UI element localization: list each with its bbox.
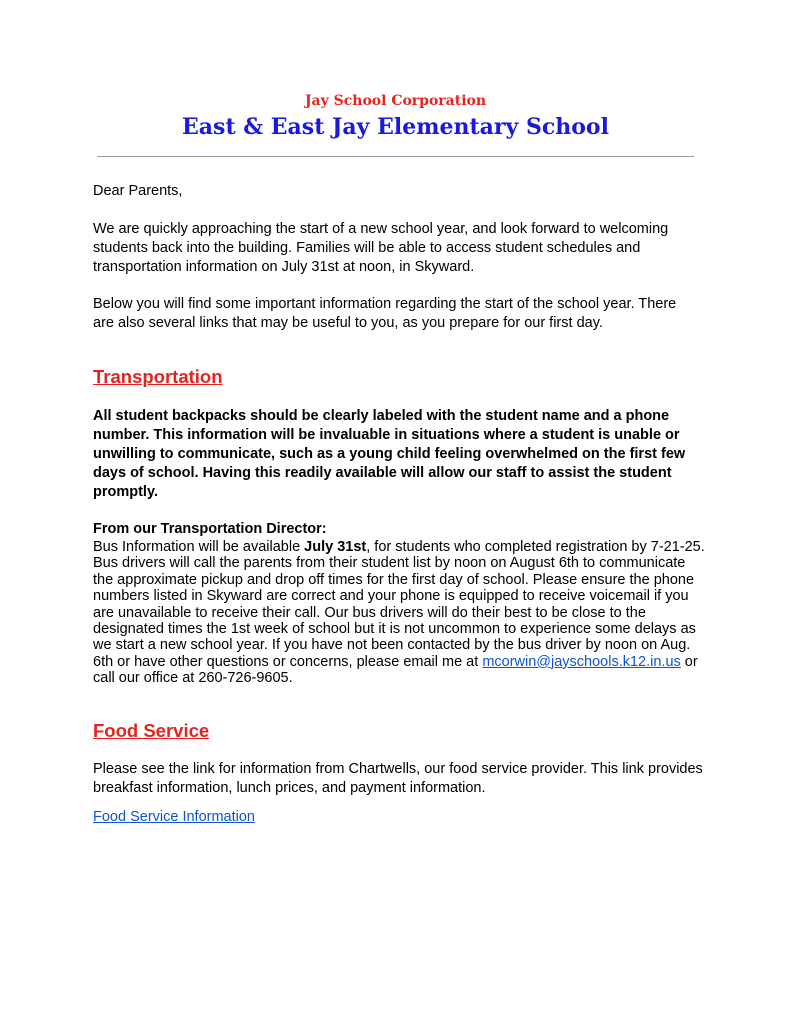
bus-line-9: call our office at 260-726-9605. (93, 670, 293, 687)
bus-line-2: Bus drivers will call the parents from their student list by noon on August 6th to communicate (93, 555, 686, 572)
bus-line-3: the approximate pickup and drop off times for the first day of school. Please ensure the phone (93, 571, 695, 588)
bus-line-1 (93, 539, 713, 555)
food-service-paragraph: Please see the link for information from Chartwells, our food service provider. This link provides breakfast information, lunch prices, and payment information. (93, 761, 703, 796)
transportation-heading: Transportation (93, 366, 223, 387)
bus-line-8 (93, 654, 713, 670)
bus-line-6: designated times the 1st week of school but it is not uncommon to experience some delays as (93, 621, 696, 638)
director-email-link[interactable]: mcorwin@jayschools.k12.in.us (482, 653, 681, 670)
backpack-notice: All student backpacks should be clearly labeled with the student name and a phone number. This information will be invaluable in situations where a student is unable or unwilling to communicate, such as a young child feeling overwhelmed on the first few days of school. Having this readily available will allow our staff to assist the student promptly. (93, 408, 686, 500)
organization-name: Jay School Corporation (304, 93, 487, 109)
food-service-heading: Food Service (93, 720, 210, 741)
bus-line-7: we start a new school year. If you have not been contacted by the bus driver by noon on Aug. (93, 637, 691, 654)
food-service-link[interactable]: Food Service Information (93, 809, 255, 825)
header-divider (97, 156, 694, 157)
bus-line-8-start: 6th or have other questions or concerns, please email me at (93, 653, 483, 670)
director-label: From our Transportation Director: (93, 521, 327, 537)
intro-paragraph: We are quickly approaching the start of a new school year, and look forward to welcoming students back into the building. Families will be able to access student schedules and transportation information on July 31st at noon, in Skyward. (93, 221, 669, 275)
food-service-link-line (93, 808, 703, 827)
bus-info-paragraph (93, 539, 713, 687)
info-paragraph: Below you will find some important information regarding the start of the school year. There are also several links that may be useful to you, as you prepare for our first day. (93, 296, 677, 331)
bus-line-8-end: or (680, 653, 698, 670)
school-title: East & East Jay Elementary School (182, 114, 609, 140)
bus-line-5: are unavailable to receive their call. Our bus drivers will do their best to be close to the (93, 604, 646, 621)
bus-line-4: numbers listed in Skyward are correct and your phone is equipped to receive voicemail if you (93, 588, 689, 605)
bus-line-1-start: Bus Information will be available (93, 539, 305, 555)
greeting: Dear Parents, (93, 183, 183, 199)
bus-line-1-end: , for students who completed registration by 7-21-25. (366, 539, 705, 555)
bus-date: July 31st (304, 539, 367, 555)
